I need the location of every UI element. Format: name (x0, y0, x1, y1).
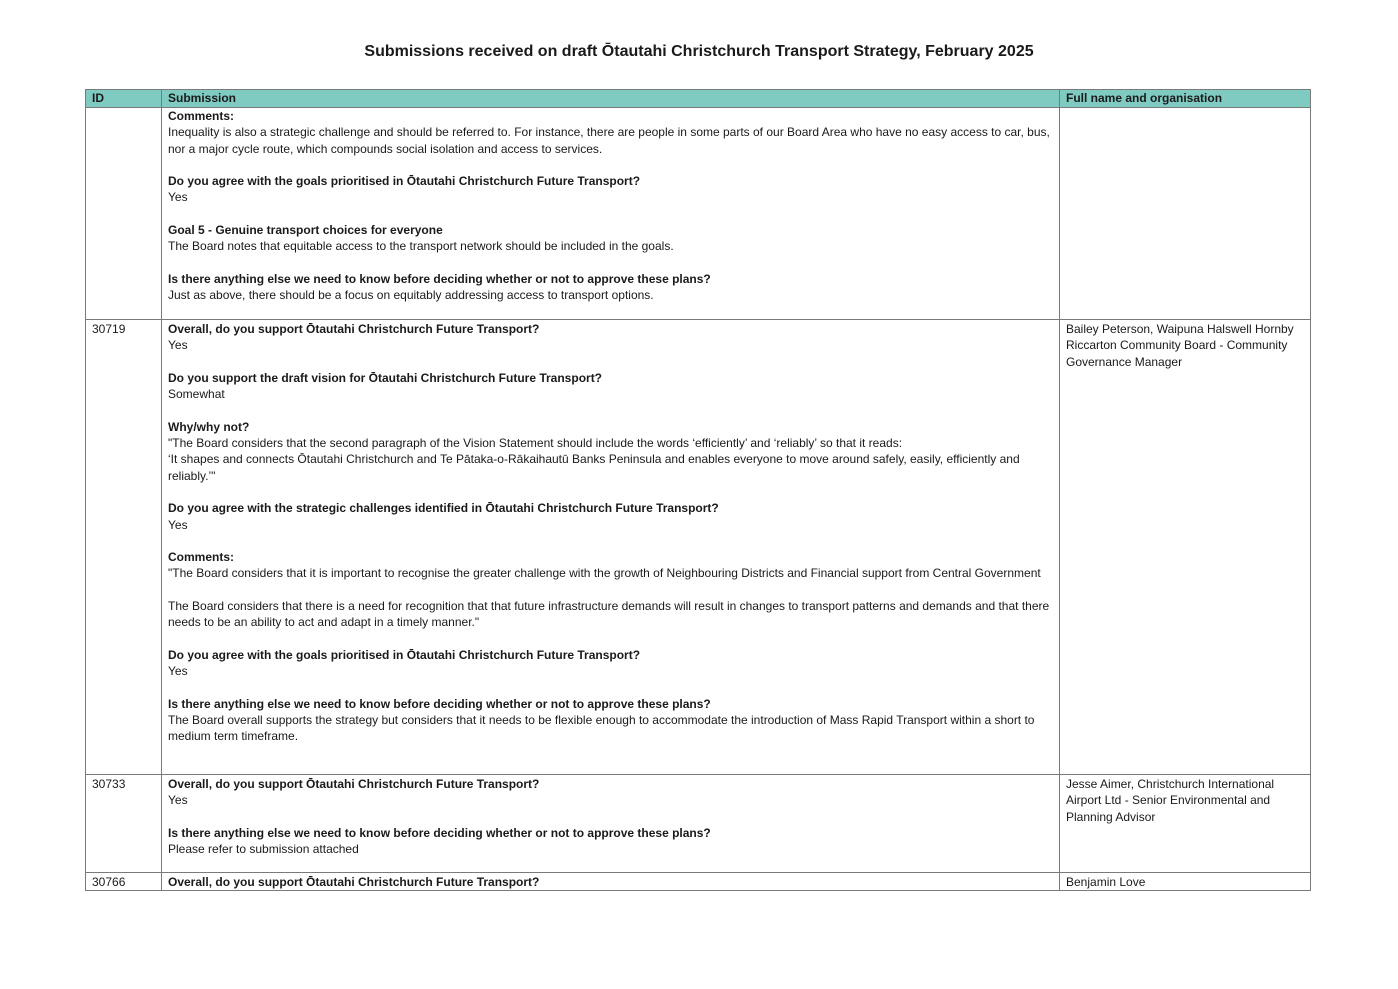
cell-name-organisation: Bailey Peterson, Waipuna Halswell Hornby Riccarton Community Board - Community Governance Manager (1060, 320, 1311, 775)
table-row (86, 873, 1311, 891)
cell-name-organisation: Jesse Aimer, Christchurch International Airport Ltd - Senior Environmental and Planning Advisor (1060, 775, 1311, 873)
submission-block (168, 173, 1053, 206)
submission-block (168, 874, 1053, 890)
question-text: Goal 5 - Genuine transport choices for everyone (168, 223, 443, 238)
submission-block (168, 321, 1053, 354)
cell-name-organisation (1060, 108, 1311, 320)
question-text: Do you agree with the goals prioritised in Ōtautahi Christchurch Future Transport? (168, 174, 641, 189)
submission-block (168, 108, 1053, 157)
question-text: Do you agree with the goals prioritised in Ōtautahi Christchurch Future Transport? (168, 647, 641, 662)
submission-block (168, 825, 1053, 858)
answer-text: The Board overall supports the strategy but considers that it needs to be flexible enough to accommodate the introduction of Mass Rapid Transport within a short to medium term timeframe. (168, 713, 1035, 744)
table-row (86, 775, 1311, 873)
question-text: Comments: (168, 109, 235, 123)
answer-text: Yes (168, 664, 188, 679)
cell-submission (162, 775, 1060, 873)
submission-block (168, 647, 1053, 680)
table-body (86, 108, 1311, 891)
cell-submission (162, 873, 1060, 891)
submission-block (168, 370, 1053, 403)
answer-text: Just as above, there should be a focus on equitably addressing access to transport options. (168, 288, 654, 303)
question-text: Do you support the draft vision for Ōtautahi Christchurch Future Transport? (168, 370, 603, 385)
submission-block (168, 419, 1053, 484)
submission-block (168, 776, 1053, 809)
answer-text: "The Board considers that it is important to recognise the greater challenge with the growth of Neighbouring Districts and Financial support from Central Government (168, 566, 1041, 581)
page-title: Submissions received on draft Ōtautahi Christchurch Transport Strategy, February 2025 (364, 43, 1034, 60)
answer-text: Yes (168, 338, 188, 353)
question-text: Overall, do you support Ōtautahi Christchurch Future Transport? (168, 777, 540, 791)
question-text: Do you agree with the strategic challenges identified in Ōtautahi Christchurch Future Transport? (168, 501, 719, 516)
question-text: Comments: (168, 550, 235, 565)
answer-text: Somewhat (168, 387, 225, 402)
question-text: Why/why not? (168, 419, 250, 434)
answer-text: Inequality is also a strategic challenge and should be referred to. For instance, there are people in some parts of our Board Area who have no easy access to car, bus, nor a major cycle route, which compounds social isolation and access to services. (168, 125, 1050, 156)
question-text: Is there anything else we need to know before deciding whether or not to approve these plans? (168, 825, 711, 840)
cell-id (86, 108, 162, 320)
answer-text: Yes (168, 190, 188, 205)
cell-submission (162, 320, 1060, 775)
submission-block (168, 271, 1053, 304)
question-text: Is there anything else we need to know before deciding whether or not to approve these plans? (168, 696, 711, 711)
submission-block (168, 598, 1053, 631)
cell-submission (162, 108, 1060, 320)
submissions-table (85, 89, 1311, 891)
answer-text: The Board considers that there is a need for recognition that that future infrastructure demands will result in changes to transport patterns and demands and that there needs to be an ability to act and adapt in a timely manner." (168, 599, 1050, 630)
table-row (86, 108, 1311, 320)
cell-name-organisation: Benjamin Love (1060, 873, 1311, 891)
submission-block (168, 500, 1053, 533)
column-header-submission: Submission (162, 90, 1060, 108)
submission-block (168, 549, 1053, 582)
cell-id: 30719 (86, 320, 162, 775)
column-header-id: ID (86, 90, 162, 108)
answer-text: Please refer to submission attached (168, 842, 359, 857)
submission-block (168, 222, 1053, 255)
question-text: Overall, do you support Ōtautahi Christchurch Future Transport? (168, 322, 540, 336)
answer-text: "The Board considers that the second paragraph of the Vision Statement should include the words ‘efficiently’ and ‘reliably’ so that it reads: (168, 436, 903, 451)
answer-text: Yes (168, 793, 188, 808)
table-row (86, 320, 1311, 775)
question-text: Overall, do you support Ōtautahi Christchurch Future Transport? (168, 875, 540, 889)
cell-id: 30766 (86, 873, 162, 891)
answer-text: The Board notes that equitable access to the transport network should be included in the goals. (168, 239, 674, 254)
question-text: Is there anything else we need to know before deciding whether or not to approve these plans? (168, 271, 711, 286)
answer-text: ‘It shapes and connects Ōtautahi Christchurch and Te Pātaka-o-Rākaihautū Banks Peninsula and enables everyone to move around safely, easily, efficiently and reliably.’" (168, 452, 1020, 483)
answer-text: Yes (168, 517, 188, 532)
submission-block (168, 696, 1053, 745)
cell-id: 30733 (86, 775, 162, 873)
table-header-row (86, 90, 1311, 108)
column-header-name: Full name and organisation (1060, 90, 1311, 108)
